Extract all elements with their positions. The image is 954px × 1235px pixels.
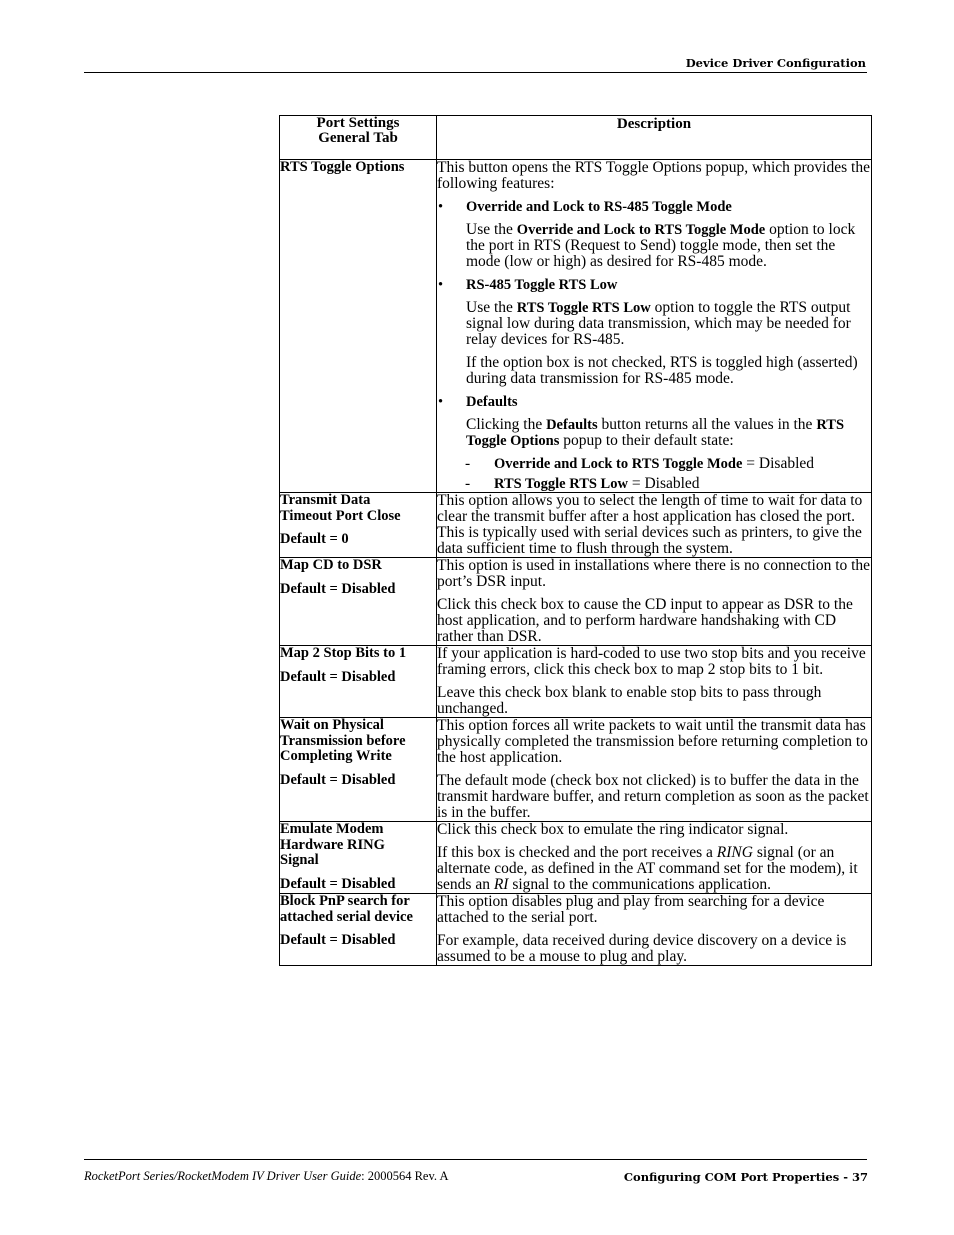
bullet-heading: RS-485 Toggle RTS Low — [466, 277, 618, 293]
paragraph: For example, data received during device discovery on a device is assumed to be a mouse to plug and play. — [437, 932, 847, 965]
setting-description — [437, 160, 872, 493]
header-rule — [84, 72, 867, 73]
default-value: Default = Disabled — [280, 580, 396, 597]
default-value: Default = Disabled — [280, 932, 396, 948]
bullet-item — [437, 394, 871, 410]
dash-item: - Override and Lock to RTS Toggle Mode = Disabled — [465, 455, 815, 472]
setting-label: Block PnP search for — [280, 893, 410, 909]
paragraph: If your application is hard-coded to use two stop bits and you receive framing errors, click this check box to map 2 stop bits to 1 bit. — [437, 645, 866, 678]
setting-label: attached serial device — [280, 908, 413, 925]
setting-name — [280, 646, 437, 718]
setting-label: Signal — [280, 852, 319, 868]
setting-description — [437, 718, 872, 822]
bullet-dot-icon: • — [438, 277, 444, 293]
paragraph: This button opens the RTS Toggle Options popup, which provides the following features: — [437, 159, 870, 192]
running-header: Device Driver Configuration — [685, 56, 866, 70]
paragraph: Click this check box to cause the CD input to appear as DSR to the host application, and to perform hardware handshaking with CD rather than DSR. — [437, 596, 853, 645]
bullet-dot-icon: • — [438, 394, 444, 410]
setting-description — [437, 646, 872, 718]
setting-label: RTS Toggle Options — [280, 159, 405, 175]
column-header-description: Description — [437, 116, 872, 160]
paragraph: Leave this check box blank to enable stop bits to pass through unchanged. — [437, 684, 822, 717]
paragraph: If this box is checked and the port receives a RING signal (or an alternate code, as defined in the AT command set for the modem), it sends an RI signal to the communications application. — [437, 844, 858, 893]
paragraph: This option is used in installations where there is no connection to the port’s DSR input. — [437, 557, 871, 590]
setting-description — [437, 558, 872, 646]
default-value: Default = 0 — [280, 531, 349, 547]
footer-document-title — [84, 1169, 449, 1184]
table-row — [280, 160, 872, 493]
port-settings-table — [279, 115, 872, 966]
paragraph: The default mode (check box not clicked) is to buffer the data in the transmit hardware buffer, and return completion as soon as the packet is in the buffer. — [437, 772, 869, 821]
table-row — [280, 822, 872, 894]
dash-item: - RTS Toggle RTS Low = Disabled — [465, 475, 700, 492]
default-value: Default = Disabled — [280, 668, 396, 685]
setting-description — [437, 822, 872, 894]
paragraph: Use the RTS Toggle RTS Low option to toggle the RTS output signal low during data transmission, which may be needed for relay devices for RS-485. — [466, 299, 851, 348]
paragraph: If the option box is not checked, RTS is toggled high (asserted) during data transmission for RS-485 mode. — [466, 354, 858, 387]
table-row — [280, 646, 872, 718]
column-header-port-settings — [280, 116, 437, 160]
setting-label: Emulate Modem — [280, 821, 384, 837]
footer-rule — [84, 1159, 867, 1160]
setting-description — [437, 894, 872, 966]
table-row — [280, 718, 872, 822]
table-row — [280, 558, 872, 646]
setting-label: Completing Write — [280, 748, 392, 764]
footer-title-italic: RocketPort Series/RocketModem IV Driver User Guide — [84, 1169, 362, 1183]
setting-name — [280, 822, 437, 894]
paragraph: This option disables plug and play from searching for a device attached to the serial port. — [437, 893, 825, 926]
bullet-heading: Defaults — [466, 394, 518, 410]
paragraph: This option forces all write packets to wait until the transmit data has physically completed the transmission before returning completion to the host application. — [437, 717, 868, 766]
setting-label: Map CD to DSR — [280, 557, 382, 573]
setting-label: Transmission before — [280, 732, 406, 749]
table-row — [280, 894, 872, 966]
setting-description — [437, 493, 872, 558]
setting-label: Map 2 Stop Bits to 1 — [280, 645, 407, 661]
setting-name — [280, 160, 437, 493]
setting-label: Timeout Port Close — [280, 507, 401, 524]
setting-label: Transmit Data — [280, 492, 371, 508]
setting-label: Hardware RING — [280, 836, 385, 853]
dash-icon: - — [465, 455, 471, 472]
paragraph: Clicking the Defaults button returns all the values in the RTS Toggle Options popup to their default state: — [466, 416, 845, 449]
bullet-item — [437, 199, 871, 215]
header-line: Port Settings — [316, 115, 400, 131]
setting-name — [280, 558, 437, 646]
footer-revision: : 2000564 Rev. A — [361, 1169, 449, 1183]
dash-icon: - — [465, 475, 471, 492]
setting-label: Wait on Physical — [280, 717, 384, 733]
table-row — [280, 493, 872, 558]
setting-name — [280, 718, 437, 822]
paragraph: This option allows you to select the length of time to wait for data to clear the transmit buffer after a host application has closed the port. This is typically used with serial devices such as printers, to give the data sufficient time to flush through the system. — [437, 492, 863, 557]
setting-name — [280, 894, 437, 966]
footer-page-number: Configuring COM Port Properties - 37 — [623, 1170, 868, 1184]
bullet-heading: Override and Lock to RS-485 Toggle Mode — [466, 199, 732, 215]
bullet-item — [437, 277, 871, 293]
header-line: General Tab — [318, 130, 398, 146]
default-value: Default = Disabled — [280, 771, 396, 788]
default-value: Default = Disabled — [280, 875, 396, 892]
paragraph: Click this check box to emulate the ring indicator signal. — [437, 821, 789, 838]
setting-name — [280, 493, 437, 558]
paragraph: Use the Override and Lock to RTS Toggle Mode option to lock the port in RTS (Request to Send) toggle mode, then set the mode (low or high) as desired for RS-485 mode. — [466, 221, 856, 270]
table-header-row — [280, 116, 872, 160]
bullet-dot-icon: • — [438, 199, 444, 215]
